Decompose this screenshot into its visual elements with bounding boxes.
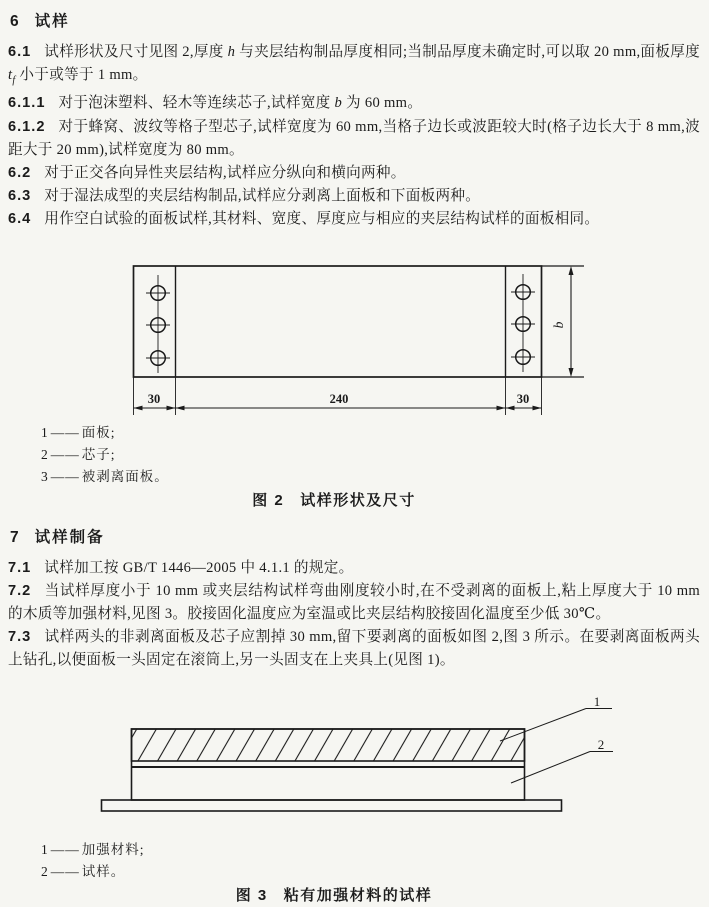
clause-number: 6.3 (8, 188, 32, 205)
clause-text-run: 试样两头的非剥离面板及芯子应割掉 30 mm,留下要剥离的面板如图 2,图 3 所示。在要剥离面板两头上钻孔,以便面板一头固定在滚筒上,另一头固支在上夹具上(见图 1)。 (8, 629, 700, 669)
symbol-h: h (227, 44, 236, 60)
callout-1 (500, 697, 612, 741)
legend-item (41, 422, 700, 444)
figure-title: 试样形状及尺寸 (300, 491, 416, 509)
figure-title: 粘有加强材料的试样 (283, 886, 433, 904)
callout-1-label: 1 (593, 696, 601, 709)
clause-6-1-1 (8, 92, 700, 115)
clause-number: 6.4 (8, 211, 32, 228)
clause-6-1-2 (8, 116, 700, 162)
figure-2-legend (41, 422, 700, 488)
legend-dash: —— (50, 841, 80, 857)
clause-6-1 (8, 41, 700, 92)
symbol-b: b (334, 95, 343, 112)
clause-6-2 (8, 162, 700, 185)
clause-text-run: 对于正交各向异性夹层结构,试样应分纵向和横向两种。 (44, 164, 406, 181)
clause-number: 6.1 (8, 44, 32, 60)
legend-dash: —— (50, 424, 80, 440)
legend-dash: —— (50, 446, 80, 462)
legend-num: 2 (41, 446, 49, 462)
clause-number: 7.3 (8, 629, 32, 646)
peel-face-sheet-plate (102, 800, 562, 811)
dim-label-240: 240 (329, 391, 349, 406)
clause-number: 6.1.1 (8, 95, 46, 112)
figure-2-caption (8, 490, 660, 512)
symbol-t-subscript: f (12, 75, 16, 87)
reinforcement-hatched-block (132, 729, 525, 761)
clause-text-run: 对于蜂窝、波纹等格子型芯子,试样宽度为 60 mm,当格子边长或波距较大时(格子边长大于 8 mm,波距大于 20 mm),试样宽度为 80 mm。 (8, 118, 700, 158)
legend-num: 2 (41, 863, 49, 879)
callout-2-label: 2 (597, 736, 605, 752)
legend-label: 加强材料; (81, 841, 145, 857)
dim-label-b: b (551, 321, 566, 328)
clause-text-run: 试样加工按 GB/T 1446—2005 中 4.1.1 的规定。 (44, 559, 354, 576)
section-number: 7 (10, 528, 20, 546)
legend-item (41, 444, 700, 466)
legend-item (41, 466, 700, 488)
clause-text-run: 试样形状及尺寸见图 2,厚度 (44, 44, 228, 60)
legend-dash: —— (50, 468, 80, 484)
clause-6-4 (8, 208, 700, 231)
legend-num: 1 (41, 424, 49, 440)
clause-text-run: 用作空白试验的面板试样,其材料、宽度、厚度应与相应的夹层结构试样的面板相同。 (44, 211, 600, 228)
clause-7-1 (8, 557, 700, 580)
dimension-widths (134, 377, 542, 415)
legend-dash: —— (50, 863, 80, 879)
figure-3-legend (41, 839, 700, 883)
clause-number: 7.1 (8, 559, 32, 576)
legend-item (41, 839, 700, 861)
legend-label: 被剥离面板。 (81, 468, 169, 484)
clause-number: 7.2 (8, 582, 32, 599)
section-title: 试样 (34, 13, 70, 30)
clause-number: 6.2 (8, 164, 32, 181)
legend-num: 1 (41, 841, 49, 857)
figure-label: 图 3 (235, 886, 268, 904)
grip-holes-right (511, 274, 535, 372)
legend-label: 面板; (81, 424, 116, 440)
dimension-height-b (551, 266, 574, 377)
clause-6-3 (8, 185, 700, 208)
section-number: 6 (10, 13, 20, 30)
clause-text-run: 对于泡沫塑料、轻木等连续芯子,试样宽度 (58, 95, 335, 112)
section-6-heading (10, 9, 700, 31)
figure-label: 图 2 (252, 491, 285, 509)
section-7-heading (10, 525, 700, 547)
clause-7-2 (8, 580, 700, 626)
clause-text-run: 对于湿法成型的夹层结构制品,试样应分剥离上面板和下面板两种。 (44, 188, 481, 205)
dim-label-30-left: 30 (147, 391, 161, 406)
legend-label: 试样。 (81, 863, 126, 879)
clause-text-run: 小于或等于 1 mm。 (15, 67, 148, 84)
figure-2-drawing (8, 254, 700, 419)
clause-7-3 (8, 626, 700, 672)
symbol-t: t (8, 67, 13, 84)
figure-3-drawing (8, 697, 700, 819)
legend-label: 芯子; (81, 446, 116, 462)
figure-3-caption (8, 885, 660, 907)
clause-text-run: 为 60 mm。 (342, 95, 423, 112)
clause-number: 6.1.2 (8, 118, 46, 135)
clause-text-run: 当试样厚度小于 10 mm 或夹层结构试样弯曲刚度较小时,在不受剥离的面板上,粘上厚度大于 10 mm 的木质等加强材料,见图 3。胶接固化温度应为室温或比夹层结构胶接固化温度至少低 30℃。 (8, 582, 700, 622)
legend-item (41, 861, 700, 883)
callout-2 (511, 737, 613, 783)
section-title: 试样制备 (34, 528, 105, 546)
grip-holes-left (146, 275, 170, 373)
dim-label-30-right: 30 (516, 391, 530, 406)
legend-num: 3 (41, 468, 49, 484)
clause-text-run: 与夹层结构制品厚度相同;当制品厚度未确定时,可以取 20 mm,面板厚度 (235, 44, 700, 60)
